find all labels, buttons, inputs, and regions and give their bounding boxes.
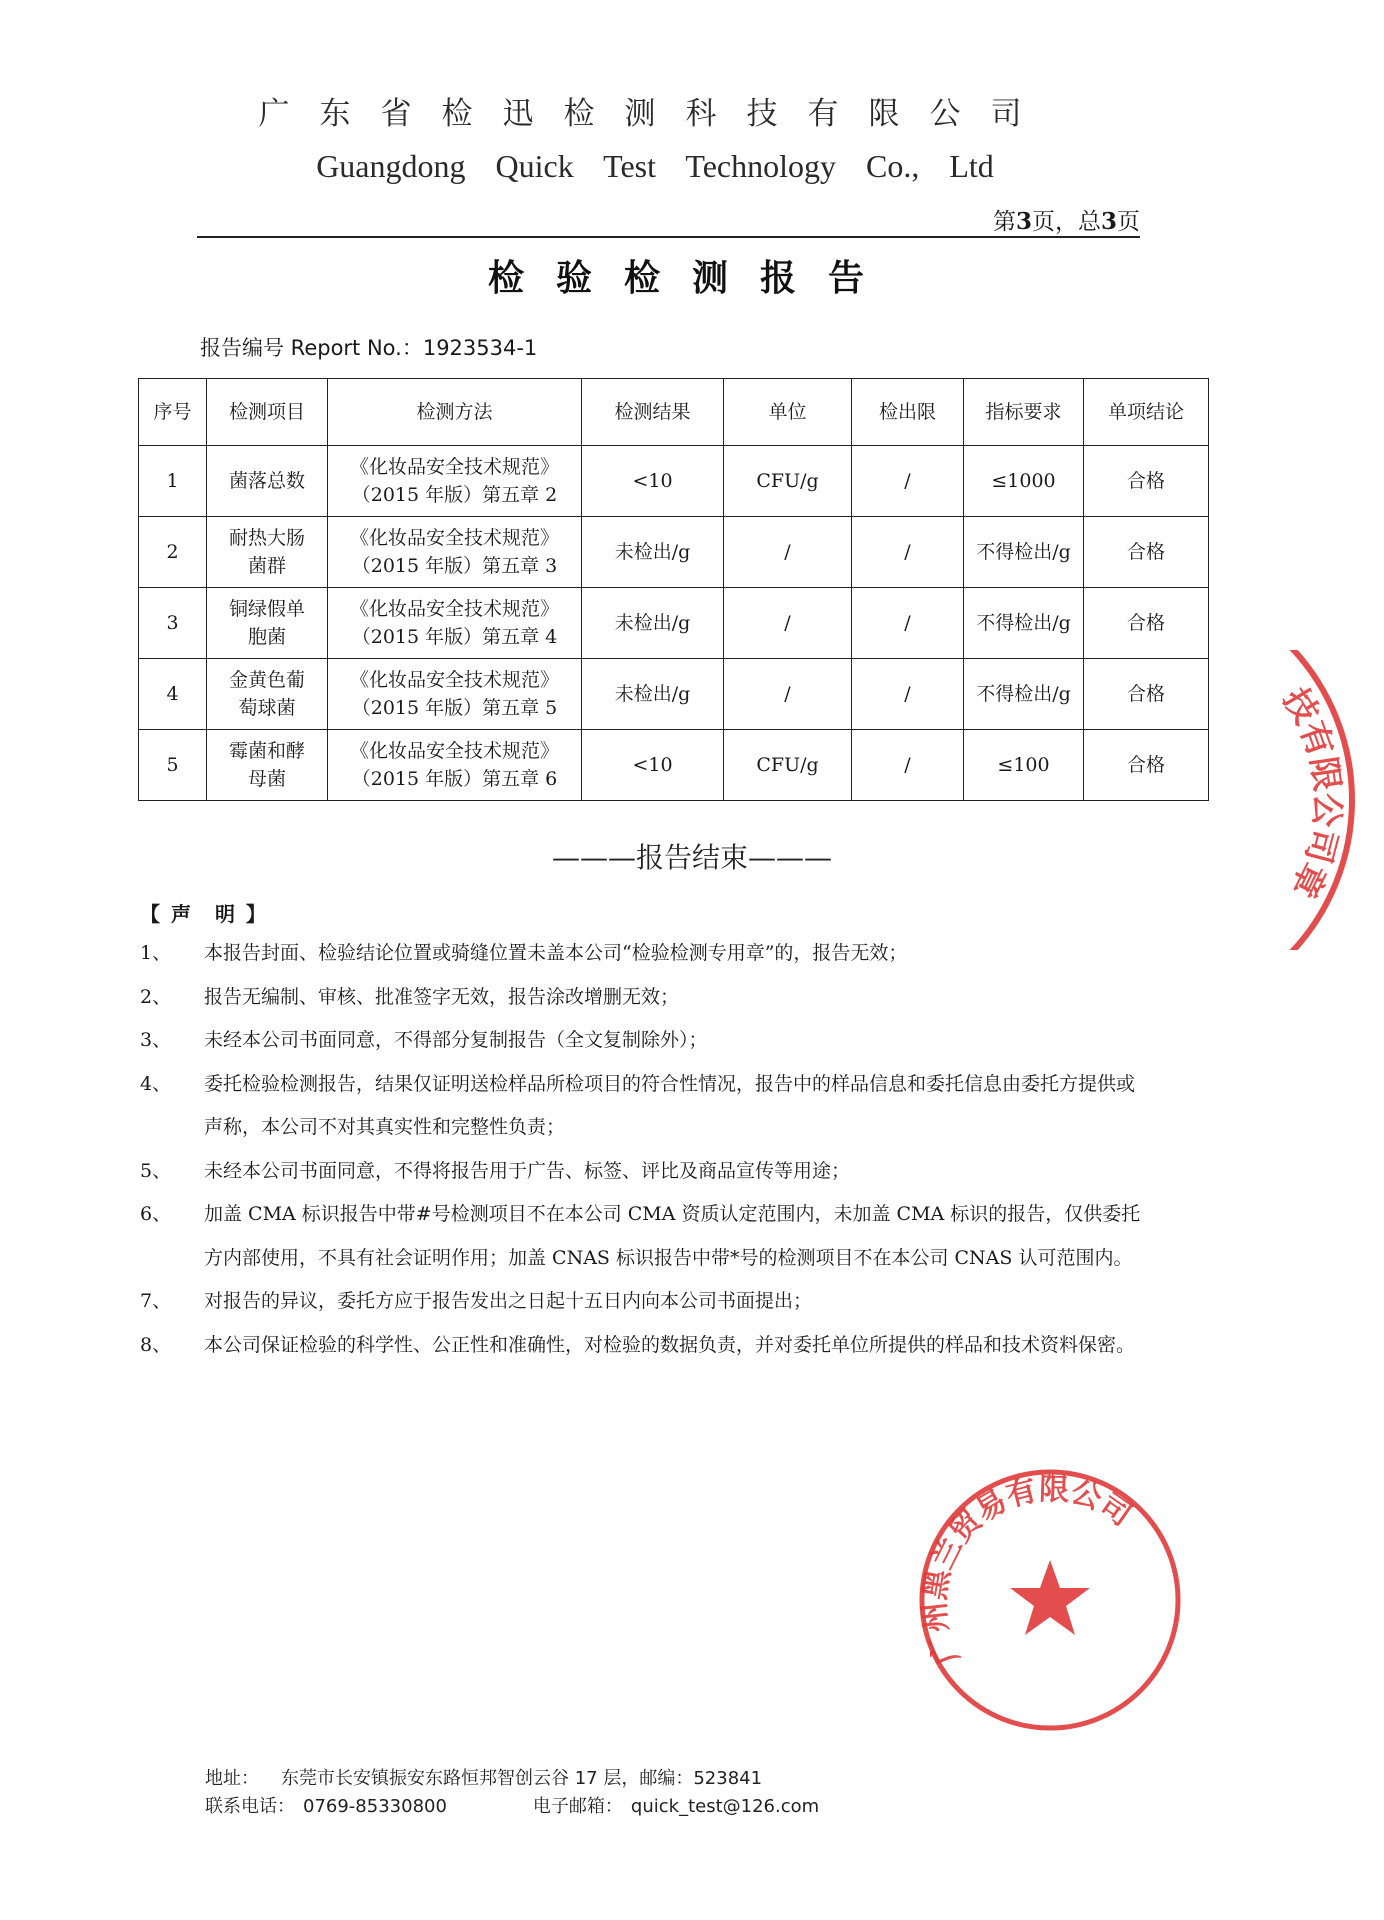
cell-line: 霉菌和酵	[228, 740, 305, 762]
list-item	[140, 1150, 1150, 1194]
cell-line: 菌群	[247, 555, 286, 577]
table-row	[139, 588, 1209, 659]
list-item-number: 8、	[140, 1333, 172, 1356]
cell-no: 1	[139, 446, 207, 517]
list-item-number: 4、	[140, 1072, 172, 1095]
cell-result: 未检出/g	[582, 517, 724, 588]
list-item	[140, 1324, 1150, 1368]
table-header-cell: 检测结果	[582, 379, 724, 446]
list-item-text: 本公司保证检验的科学性、公正性和准确性，对检验的数据负责，并对委托单位所提供的样品和技术资料保密。	[204, 1333, 1136, 1356]
cell-line: 菌落总数	[228, 470, 305, 492]
phone-value: 0769-85330800	[303, 1796, 447, 1817]
cell-conclusion: 合格	[1084, 446, 1209, 517]
list-item-number: 5、	[140, 1159, 172, 1182]
seal-main-text: 广州黑兰贸易有限公司	[917, 1471, 1138, 1670]
cell-item	[207, 730, 328, 801]
cell-line: （2015 年版）第五章 4	[351, 626, 558, 648]
cell-req: ≤100	[964, 730, 1084, 801]
address-value: 东莞市长安镇振安东路恒邦智创云谷 17 层，邮编：523841	[281, 1768, 763, 1789]
cell-req: ≤1000	[964, 446, 1084, 517]
cell-line: 《化妆品安全技术规范》	[349, 740, 559, 762]
cell-result: <10	[582, 730, 724, 801]
cell-limit: /	[852, 517, 964, 588]
table-row	[139, 659, 1209, 730]
cell-result: 未检出/g	[582, 588, 724, 659]
cell-line: 《化妆品安全技术规范》	[349, 456, 559, 478]
seal-side-text: 技有限公司章	[1274, 681, 1348, 904]
table-header-cell: 单位	[724, 379, 852, 446]
cell-unit: /	[724, 517, 852, 588]
company-name-cn: 广东省检迅检测科技有限公司	[258, 96, 1052, 132]
cell-method	[328, 517, 582, 588]
report-number: 报告编号 Report No.：1923534-1	[200, 336, 538, 360]
cell-line: 《化妆品安全技术规范》	[349, 669, 559, 691]
cell-unit: CFU/g	[724, 730, 852, 801]
cell-method	[328, 730, 582, 801]
cell-no: 2	[139, 517, 207, 588]
declaration-list	[140, 932, 1150, 1367]
list-item-number: 3、	[140, 1029, 172, 1051]
cell-no: 3	[139, 588, 207, 659]
table-header-row	[139, 379, 1209, 446]
page-current: 3	[1015, 208, 1032, 235]
cell-line: （2015 年版）第五章 6	[351, 768, 558, 790]
cell-line: （2015 年版）第五章 2	[351, 484, 558, 506]
cell-item	[207, 659, 328, 730]
cell-no: 5	[139, 730, 207, 801]
cell-result: <10	[582, 446, 724, 517]
cell-limit: /	[852, 730, 964, 801]
cell-req: 不得检出/g	[964, 659, 1084, 730]
list-item-number: 7、	[140, 1290, 172, 1312]
report-title: 检验检测报告	[487, 257, 896, 299]
table-row	[139, 517, 1209, 588]
footer-contact: 联系电话： 0769-85330800 电子邮箱： quick_test@126.com	[205, 1796, 820, 1817]
cell-conclusion: 合格	[1084, 517, 1209, 588]
cell-item	[207, 517, 328, 588]
footer-address: 地址： 东莞市长安镇振安东路恒邦智创云谷 17 层，邮编：523841	[205, 1768, 763, 1789]
declaration-heading: 【 声 明 】	[140, 902, 268, 926]
cell-unit: /	[724, 659, 852, 730]
cell-limit: /	[852, 446, 964, 517]
cell-line: 《化妆品安全技术规范》	[349, 598, 559, 620]
list-item-text: 加盖 CMA 标识报告中带#号检测项目不在本公司 CMA 资质认定范围内，未加盖 CMA 标识的报告，仅供委托方内部使用，不具有社会证明作用；加盖 CNAS 标识报告中带*号的检测项目不在本公司 CNAS 认可范围内。	[204, 1203, 1141, 1269]
table-header-cell: 指标要求	[964, 379, 1084, 446]
cell-line: 母菌	[247, 768, 286, 790]
list-item	[140, 1019, 1150, 1063]
cell-conclusion: 合格	[1084, 588, 1209, 659]
cell-conclusion: 合格	[1084, 659, 1209, 730]
cell-item	[207, 446, 328, 517]
cell-line: 萄球菌	[238, 697, 296, 719]
list-item	[140, 976, 1150, 1020]
list-item-text: 报告无编制、审核、批准签字无效，报告涂改增删无效；	[204, 985, 680, 1008]
list-item-text: 本报告封面、检验结论位置或骑缝位置未盖本公司“检验检测专用章”的，报告无效；	[204, 942, 908, 964]
cell-limit: /	[852, 659, 964, 730]
cell-unit: /	[724, 588, 852, 659]
svg-text:广州黑兰贸易有限公司	[917, 1472, 1138, 1669]
table-header-cell: 检测方法	[328, 379, 582, 446]
cell-line: （2015 年版）第五章 3	[351, 555, 558, 577]
cell-line: 《化妆品安全技术规范》	[349, 527, 559, 549]
cell-result: 未检出/g	[582, 659, 724, 730]
cell-no: 4	[139, 659, 207, 730]
cell-method	[328, 446, 582, 517]
table-header-cell: 序号	[139, 379, 207, 446]
cell-unit: CFU/g	[724, 446, 852, 517]
company-seal	[915, 1465, 1185, 1735]
list-item	[140, 932, 1150, 976]
cell-line: （2015 年版）第五章 5	[351, 697, 558, 719]
page-info: 第3页，总3页	[992, 208, 1140, 235]
cell-item	[207, 588, 328, 659]
email-value: quick_test@126.com	[630, 1796, 820, 1817]
list-item-text: 未经本公司书面同意，不得将报告用于广告、标签、评比及商品宣传等用途；	[204, 1159, 851, 1182]
cell-req: 不得检出/g	[964, 517, 1084, 588]
list-item-number: 1、	[140, 942, 172, 964]
cell-line: 耐热大肠	[228, 527, 305, 549]
report-end-mark: ———报告结束———	[551, 841, 832, 874]
company-name-en: Guangdong Quick Test Technology Co., Ltd	[316, 148, 994, 184]
list-item-text: 对报告的异议，委托方应于报告发出之日起十五日内向本公司书面提出；	[204, 1290, 813, 1312]
list-item-text: 未经本公司书面同意，不得部分复制报告（全文复制除外）；	[204, 1029, 708, 1051]
list-item	[140, 1280, 1150, 1324]
page-total: 3	[1100, 208, 1117, 235]
table-row	[139, 446, 1209, 517]
list-item-number: 6、	[140, 1203, 172, 1225]
company-seal-partial	[1238, 650, 1384, 950]
table-row	[139, 730, 1209, 801]
cell-limit: /	[852, 588, 964, 659]
header-divider	[197, 236, 1140, 238]
cell-req: 不得检出/g	[964, 588, 1084, 659]
cell-line: 胞菌	[247, 626, 286, 648]
list-item	[140, 1063, 1150, 1150]
table-header-cell: 检测项目	[207, 379, 328, 446]
seal-star-icon	[1010, 1560, 1090, 1635]
list-item-text: 委托检验检测报告，结果仅证明送检样品所检项目的符合性情况，报告中的样品信息和委托信息由委托方提供或声称，本公司不对其真实性和完整性负责；	[204, 1072, 1136, 1138]
cell-method	[328, 659, 582, 730]
table-header-cell: 检出限	[852, 379, 964, 446]
cell-conclusion: 合格	[1084, 730, 1209, 801]
cell-line: 金黄色葡	[228, 669, 305, 691]
cell-line: 铜绿假单	[228, 598, 305, 620]
results-table	[138, 378, 1209, 801]
table-header-cell: 单项结论	[1084, 379, 1209, 446]
cell-method	[328, 588, 582, 659]
list-item-number: 2、	[140, 985, 172, 1008]
list-item	[140, 1193, 1150, 1280]
